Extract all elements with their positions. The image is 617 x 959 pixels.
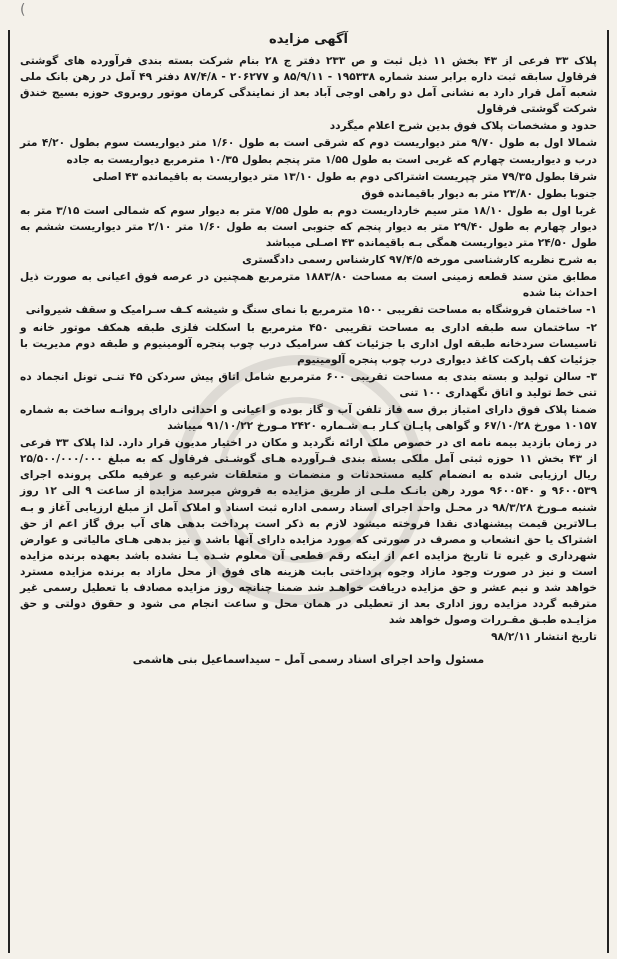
corner-mark: (: [20, 2, 26, 18]
paragraph-boundaries-heading: حدود و مشخصات پلاک فوق بدین شرح اعلام میگردد: [329, 120, 597, 133]
paragraph-north-boundary: شمالا اول به طول ۹/۷۰ متر دیواریست دوم که شرقی است به طول ۱/۶۰ متر دیواریست سوم بطول ۴/۲۰ متر درب و دیواریست چهارم که غربی است به طول ۱/۵۵ متر پنجم بطول ۱۰/۳۵ مترمربع دیواریست به جاده: [20, 137, 598, 166]
paragraph-west-boundary: غربا اول به طول ۱۸/۱۰ متر سیم خارداریست دوم به طول ۷/۵۵ متر به دیوار سوم که شمالی است ۳/۱۵ متر به دیوار چهارم به طول ۲۹/۴۰ متر به دیوار پنجم که جنوبی است به طول ۱/۶۰ متر ۲/۱۰ متر دیواریست ششم به طول ۲۴/۵۰ متر دیواریست همگی بـه باقیمانده ۴۳ اصـلی میباشد: [20, 204, 597, 250]
paragraph-utilities: ضمنا پلاک فوق دارای امتیاز برق سه فاز تلفن آب و گاز بوده و اعیانی و احداثی دارای پروانـه ساخت به شماره ۱۰۱۵۷ مورخ ۶۷/۱۰/۲۸ و گواهی پایـان کـار بـه شـماره ۲۴۲۰ مـورخ ۹۱/۱۰/۲۲ میباشد: [20, 403, 597, 433]
paragraph-east-boundary: شرقا بطول ۷۹/۳۵ متر چپریست اشتراکی دوم به طول ۱۳/۱۰ متر دیواریست به باقیمانده ۴۳ اصلی: [92, 170, 597, 183]
paragraph-building-store: ۱- ساختمان فروشگاه به مساحت تقریبی ۱۵۰۰ مترمربع با نمای سنگ و شیشه کـف سـرامیک و سقف شیروانی: [25, 304, 597, 317]
paragraph-building-office: ۲- ساختمان سه طبقه اداری به مساحت تقریبی ۴۵۰ مترمربع با اسکلت فلزی طبقه همکف موتور خانه و تاسیسات سردخانه طبقه اول اداری با جزئیات کف سرامیک درب چوب پنجره آلومینیوم و طبقه دوم مدیریت با جزئیات کف پارکت کاغذ دیواری درب چوب پنجره آلومینیوم: [20, 321, 597, 366]
paragraph-property-intro: پلاک ۳۳ فرعی از ۴۳ بخش ۱۱ ذیل ثبت و ص ۲۳۳ دفتر ج ۲۸ بنام شرکت بسته بندی فرآورده های گوشتی فرقاول سابقه ثبت داره برابر سند شماره ۱۹۵۳۳۸ - ۸۵/۹/۱۱ و ۲۰۶۲۷۷ - ۸۷/۴/۸ دفتر ۴۹ آمل در رهن بانک ملی شعبه آمل قرار دارد به نشانی آمل دو راهی اوجی آباد بعد از نمایندگی کرمان موتور روبروی حوزه بسیج خندق شرکت گوشتی فرقاول: [20, 55, 598, 116]
paragraph-building-production: ۳- سالن تولید و بسته بندی به مساحت تقریبی ۶۰۰ مترمربع شامل اتاق پیش سردکن ۴۵ تنـی تونل انجماد ده تنی خط تولید و اتاق نگهداری ۱۰۰ تنی: [20, 370, 597, 399]
paragraph-south-boundary: جنوبا بطول ۲۳/۸۰ متر به دیوار باقیمانده فوق: [361, 187, 597, 200]
paragraph-publish-date: تاریخ انتشار ۹۸/۲/۱۱: [491, 631, 597, 644]
notice-title: آگهی مزایده: [269, 32, 348, 47]
paragraph-expert-opinion: به شرح نظریه کارشناسی مورخه ۹۷/۴/۵ کارشناس رسمی دادگستری: [242, 254, 597, 267]
notice-body: [14, 53, 603, 645]
notice-signature: مسئول واحد اجرای اسناد رسمی آمل – سیداسماعیل بنی هاشمی: [132, 653, 485, 667]
paragraph-land-area: مطابق متن سند قطعه زمینی است به مساحت ۱۸۸۳/۸۰ مترمربع همچنین در عرصه فوق اعیانی به صورت ذیل احداث بنا شده: [20, 271, 597, 300]
paragraph-auction-terms: در زمان بازدید بیمه نامه ای در خصوص ملک ارائه نگردید و مکان در اختیار مدیون قرار دارد. لذا پلاک ۳۳ فرعی از ۴۳ بخش ۱۱ حوزه ثبتی آمل ملکی بسته بندی فـرآورده هـای گوشـتی فرقاول که به مبلغ ۲۵/۵۰۰/۰۰۰/۰۰۰ ریال ارزیابی شده به انضمام کلیه مستحدثات و منضمات و متعلقات شرعیه و عرفیه ملکی پرونده اجرای ۹۶۰۰۵۳۹ و ۹۶۰۰۵۴۰ مورد رهن بانـک ملـی از طریق مزایده به فروش میرسد مزایده از ساعت ۹ الی ۱۲ روز شنبه مـورخ ۹۸/۳/۲۸ در محـل واحد اجرای اسناد رسمی اداره ثبت اسناد و املاک آمل از مبلغ ارزیابی آغاز و بـه بـالاترین قیمت پیشنهادی نقدا فروخته میشود لازم به ذکر است پرداخت بدهی های آب برق گاز اعم از حق اشتراک یا حق انشعاب و مصرف در صورتی که مورد مزایده دارای آنها باشد و نیز بدهی هـای مالیاتی و عوارض شهرداری و غیره تا تاریخ مزایده اعم از اینکه رقم قطعی آن معلوم شـده یـا نشده باشد بعهده برنده مزایده است و نیز در صورت وجود مازاد وجوه پرداختی بابت هزینه های فوق از محل مازاد به برنده مزایده مسترد خواهد شد و نیم عشر و حق مزایده دریافت خواهـد شد ضمنا چنانچه روز مزایده مصادف با تعطیل رسمی غیر مترقبه گردد مزایده روز اداری بعد از تعطیلی در همان محل و ساعت انجام می شود و حقوق دولتی و حق مزایـده طبـق مقـررات وصول خواهد شد: [20, 437, 598, 627]
